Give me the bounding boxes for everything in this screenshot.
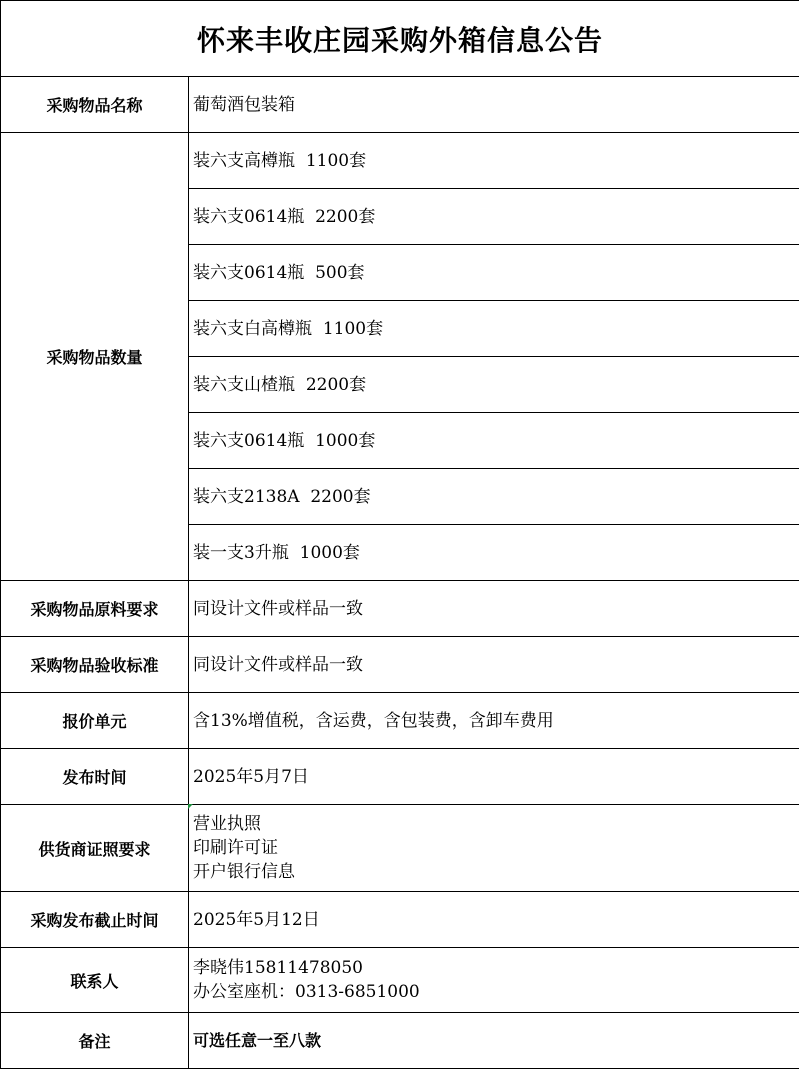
remark-label: 备注 [1, 1013, 189, 1069]
quantity-item [189, 245, 799, 301]
contact-label: 联系人 [1, 948, 189, 1013]
quantity-item-amount: 1100套 [306, 151, 366, 171]
quantity-item-amount: 1000套 [300, 543, 360, 563]
contact-line: 办公室座机：0313-6851000 [193, 980, 799, 1004]
deadline-value: 2025年5月12日 [189, 892, 799, 948]
quantity-item-amount: 1100套 [323, 319, 383, 339]
quantity-item-name: 装六支白高樽瓶 [193, 319, 312, 339]
quantity-item-gap [304, 431, 315, 451]
quantity-item-gap [295, 151, 306, 171]
quantity-item-amount: 2200套 [310, 487, 370, 507]
quantity-item-gap [289, 543, 300, 563]
quantity-item-amount: 1000套 [315, 431, 375, 451]
quantity-item-name: 装六支山楂瓶 [193, 375, 295, 395]
quantity-item-gap [312, 319, 323, 339]
acceptance-value: 同设计文件或样品一致 [189, 637, 799, 693]
item-name-label: 采购物品名称 [1, 77, 189, 133]
publish-time-value: 2025年5月7日 [189, 749, 799, 805]
material-label: 采购物品原料要求 [1, 581, 189, 637]
supplier-cert-line: 营业执照 [193, 812, 799, 836]
quantity-item-amount: 500套 [315, 263, 364, 283]
quantity-label: 采购物品数量 [1, 133, 189, 581]
supplier-certs-value [189, 805, 799, 892]
remark-value: 可选任意一至八款 [189, 1013, 799, 1069]
quantity-item [189, 525, 799, 581]
page-title: 怀来丰收庄园采购外箱信息公告 [1, 1, 799, 77]
quantity-item-gap [304, 207, 315, 227]
quantity-item [189, 301, 799, 357]
publish-time-label: 发布时间 [1, 749, 189, 805]
quantity-item-amount: 2200套 [306, 375, 366, 395]
contact-line: 李晓伟15811478050 [193, 956, 799, 980]
quantity-item-name: 装六支0614瓶 [193, 263, 304, 283]
acceptance-label: 采购物品验收标准 [1, 637, 189, 693]
quantity-item [189, 189, 799, 245]
price-unit-value: 含13%增值税，含运费，含包装费，含卸车费用 [189, 693, 799, 749]
quantity-item-name: 装六支2138A [193, 487, 300, 507]
deadline-label: 采购发布截止时间 [1, 892, 189, 948]
supplier-cert-line: 开户银行信息 [193, 860, 799, 884]
quantity-item-name: 装六支0614瓶 [193, 207, 304, 227]
quantity-item-gap [295, 375, 306, 395]
price-unit-label: 报价单元 [1, 693, 189, 749]
quantity-item-name: 装六支0614瓶 [193, 431, 304, 451]
contact-value [189, 948, 799, 1013]
cell-comment-marker-icon [188, 804, 193, 809]
quantity-item [189, 133, 799, 189]
material-value: 同设计文件或样品一致 [189, 581, 799, 637]
quantity-item-name: 装一支3升瓶 [193, 543, 289, 563]
quantity-item-gap [300, 487, 311, 507]
item-name-value: 葡萄酒包装箱 [189, 77, 799, 133]
supplier-certs-label: 供货商证照要求 [1, 805, 189, 892]
quantity-item [189, 357, 799, 413]
quantity-item [189, 469, 799, 525]
quantity-item-amount: 2200套 [315, 207, 375, 227]
supplier-cert-line: 印刷许可证 [193, 836, 799, 860]
quantity-item-name: 装六支高樽瓶 [193, 151, 295, 171]
quantity-item [189, 413, 799, 469]
quantity-item-gap [304, 263, 315, 283]
